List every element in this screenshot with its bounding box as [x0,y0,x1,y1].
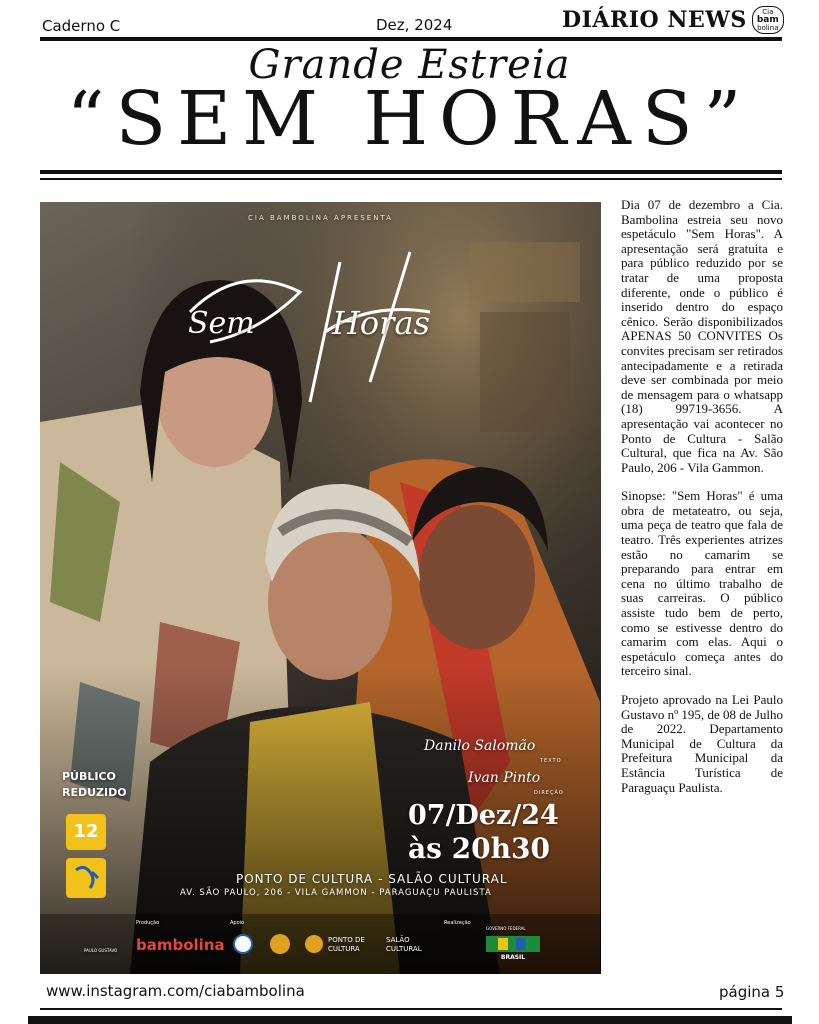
page-number: página 5 [719,983,785,1001]
headline-rule-thin [40,178,782,180]
poster-address: AV. SÃO PAULO, 206 - VILA GAMMON - PARAGUAÇU PAULISTA [180,888,492,898]
poster-time: às 20h30 [408,832,550,865]
poster-script-title-a: Sem [188,306,255,341]
poster-date: 07/Dez/24 [408,800,559,831]
poster-script-title-b: Horas [332,304,430,342]
article-paragraph: Sinopse: "Sem Horas" é uma obra de metateatro, ou seja, uma peça de teatro que fala de teatro. Três experientes atrizes estão no camarim se preparando para entrar em cena no último trabalho de suas carreiras. O público assiste tudo bem de perto, como se estivesse dentro do camarim com elas. Aqui o espetáculo começa antes do terceiro sinal. [621,488,783,679]
label-support: Apoio [230,920,245,926]
masthead [562,6,784,34]
article-body [621,198,783,809]
brand-logo-line-1: Cia [762,8,774,16]
poster-venue: PONTO DE CULTURA - SALÃO CULTURAL [236,872,508,886]
credit-writer-name: Danilo Salomão [424,738,536,754]
brand-logo-line-2: bam [756,15,779,25]
headline-rule-thick [40,170,782,174]
headline-title: “SEM HORAS” [66,76,753,162]
logo-brasil: BRASIL [500,954,526,961]
logo-ponto-cultura-a: PONTO DE [328,936,365,944]
audience-label-1: PÚBLICO [62,770,116,783]
label-realization: Realização [444,920,471,926]
audience-label-2: REDUZIDO [62,786,127,799]
credit-director-name: Ivan Pinto [468,770,541,786]
logo-paulo-gustavo: PAULO GUSTAVO [84,948,118,953]
headline-subtitle: Grande Estreia [248,42,571,88]
logo-governo-federal: GOVERNO FEDERAL [486,926,526,931]
footer-instagram-link[interactable]: www.instagram.com/ciabambolina [46,982,305,1000]
brand-logo [752,6,784,34]
logo-salao-cultural-b: CULTURAL [386,945,422,953]
credit-writer-role: TEXTO [540,758,562,764]
footer-rule-thin [40,1008,782,1010]
section-label: Caderno C [42,17,121,35]
article-paragraph: Dia 07 de dezembro a Cia. Bambolina estreia seu novo espetáculo "Sem Horas". A apresentação será gratuita e para público reduzido por se tratar de uma proposta diferente, onde o público é inserido dentro do espaço cênico. Serão disponibilizados APENAS 50 CONVITES Os convites precisam ser retirados antecipadamente e a retirada deve ser combinada por meio de mensagem para o whatsapp (18) 99719-3656. A apresentação vai acontecer no Ponto de Cultura - Salão Cultural, que fica na Av. São Paulo, 206 - Vila Gammon. [621,197,783,475]
logo-salao-cultural-a: SALÃO [386,936,410,944]
logo-ponto-cultura-b: CULTURA [328,945,360,953]
brand-logo-line-3: bolina [757,24,779,32]
event-poster [40,202,601,974]
article-paragraph: Projeto aprovado na Lei Paulo Gustavo nº 195, de 08 de Julho de 2022. Departamento Municipal de Cultura da Prefeitura Municipal da Estância Turística de Paraguaçu Paulista. [621,692,783,795]
issue-date: Dez, 2024 [376,16,453,34]
brand-name: DIÁRIO NEWS [562,7,747,33]
header-rule [40,37,782,41]
credit-director-role: DIREÇÃO [534,790,564,796]
poster-presenter: CIA BAMBOLINA APRESENTA [248,214,393,222]
age-rating-badge: 12 [73,821,99,842]
footer-rule-thick [28,1016,792,1024]
logo-bambolina: bambolina [136,936,225,954]
label-production: Produção [136,920,160,926]
